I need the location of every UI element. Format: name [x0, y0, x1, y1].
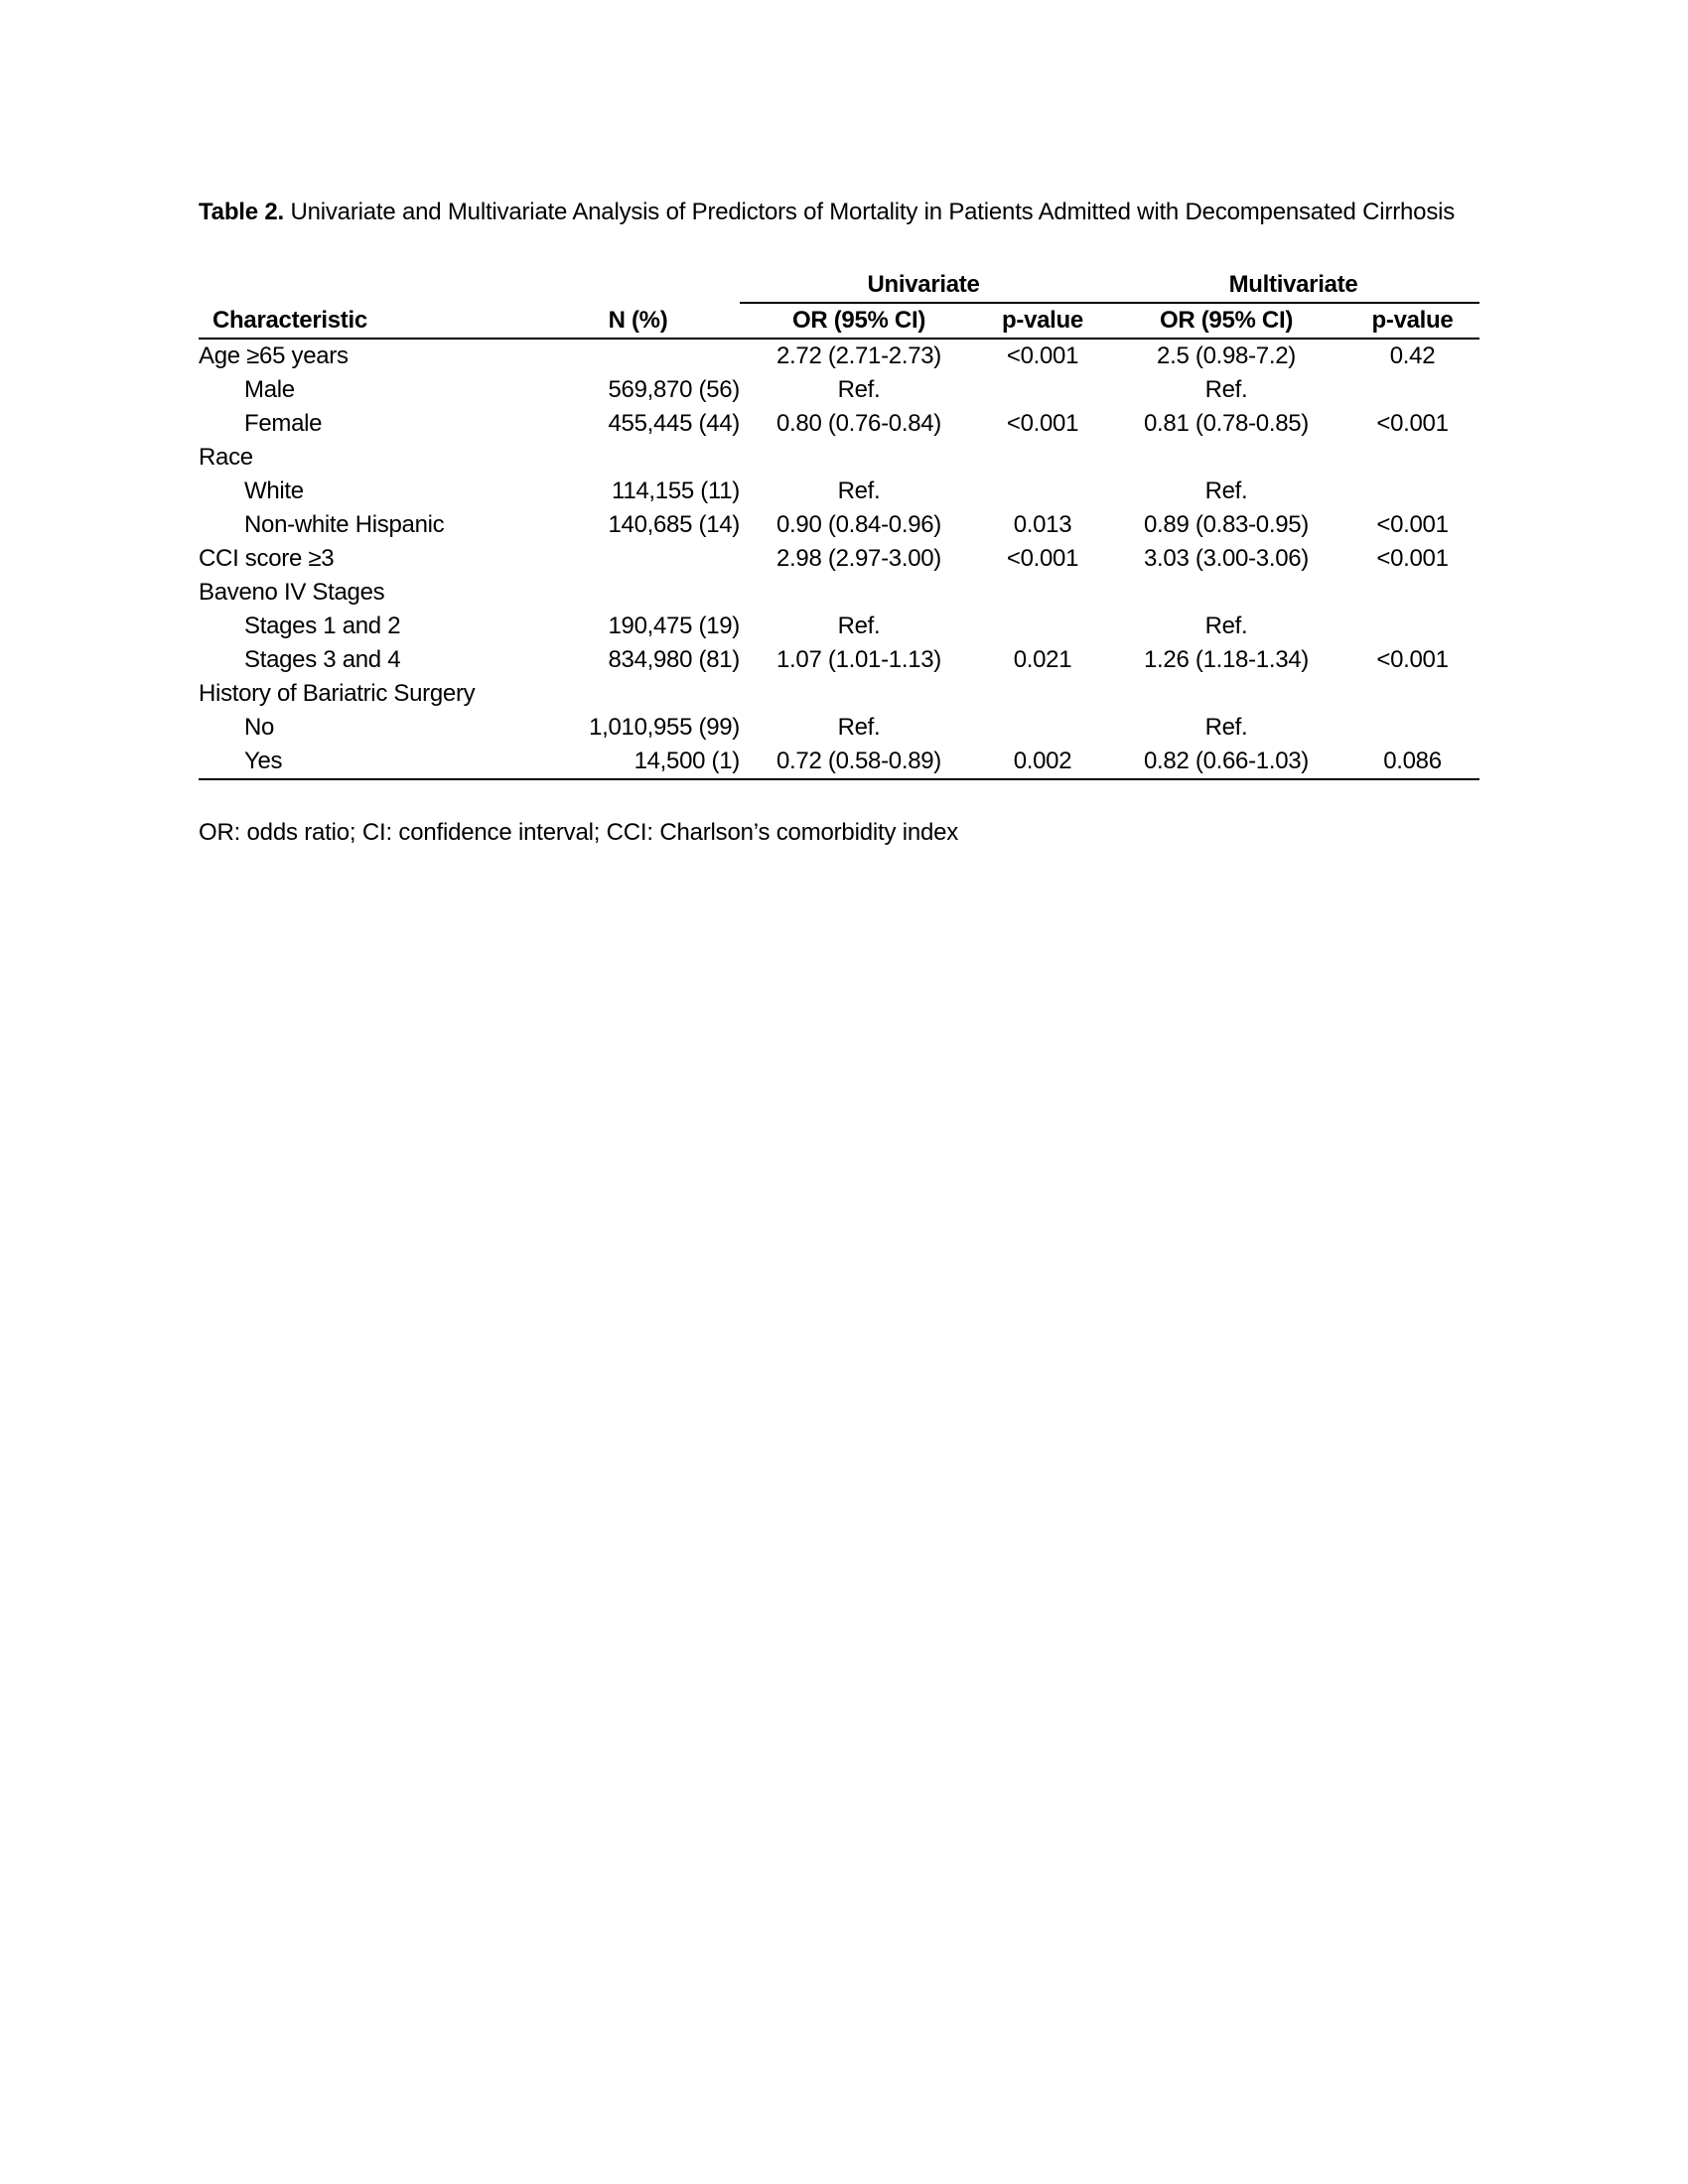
characteristic-cell: Race — [199, 444, 253, 471]
multivariate-or-cell: 0.82 (0.66-1.03) — [1107, 745, 1345, 779]
table-row — [199, 542, 1479, 576]
n-percent-cell: 834,980 (81) — [608, 646, 740, 673]
multivariate-or-cell: Ref. — [1204, 478, 1248, 504]
characteristic-cell: History of Bariatric Surgery — [199, 680, 476, 707]
table-footnote: OR: odds ratio; CI: confidence interval; CCI: Charlson’s comorbidity index — [199, 819, 959, 846]
table-caption-text: Univariate and Multivariate Analysis of Predictors of Mortality in Patients Admitted with Decompensated Cirrhosis — [284, 199, 1456, 225]
n-percent-cell — [516, 576, 740, 610]
table-row — [199, 711, 1479, 745]
multivariate-p-cell: 0.086 — [1345, 745, 1479, 779]
table-row — [199, 407, 1479, 441]
multivariate-p-cell — [1345, 711, 1479, 745]
characteristic-cell: Baveno IV Stages — [199, 579, 385, 606]
univariate-p-cell: 0.021 — [1013, 646, 1072, 673]
n-percent-cell: 569,870 (56) — [608, 376, 740, 403]
univariate-group-header: Univariate — [740, 268, 1107, 303]
univariate-or-cell: Ref. — [837, 478, 881, 504]
univariate-or-cell: 0.90 (0.84-0.96) — [776, 511, 941, 538]
table-row — [199, 745, 1479, 779]
multivariate-p-column-header: p-value — [1345, 303, 1479, 339]
n-percent-cell: 1,010,955 (99) — [589, 714, 740, 741]
univariate-p-cell: 0.013 — [1013, 511, 1072, 538]
univariate-or-cell: Ref. — [837, 376, 881, 403]
multivariate-p-cell — [1345, 576, 1479, 610]
n-percent-cell — [516, 542, 740, 576]
multivariate-p-cell — [1345, 373, 1479, 407]
multivariate-or-cell: Ref. — [1204, 613, 1248, 639]
characteristic-cell: Female — [244, 410, 323, 437]
univariate-p-cell — [978, 576, 1107, 610]
characteristic-cell: No — [244, 714, 275, 741]
n-percent-cell — [516, 339, 740, 373]
characteristic-cell: CCI score ≥3 — [199, 545, 335, 572]
table-row — [199, 339, 1479, 373]
univariate-p-cell: <0.001 — [1006, 342, 1079, 369]
characteristic-cell: White — [244, 478, 304, 504]
univariate-p-cell: <0.001 — [1006, 410, 1079, 437]
group-header-blank — [516, 268, 740, 303]
univariate-p-cell — [978, 475, 1107, 508]
characteristic-column-header: Characteristic — [199, 303, 516, 339]
group-header-blank — [199, 268, 516, 303]
multivariate-or-cell — [1107, 677, 1345, 711]
multivariate-p-cell — [1345, 441, 1479, 475]
table-caption — [199, 195, 1479, 230]
multivariate-p-cell: <0.001 — [1376, 511, 1449, 538]
multivariate-p-cell — [1345, 677, 1479, 711]
table-row — [199, 677, 1479, 711]
n-percent-cell: 114,155 (11) — [612, 478, 740, 504]
univariate-p-cell: 0.002 — [978, 745, 1107, 779]
multivariate-or-cell: 0.89 (0.83-0.95) — [1144, 511, 1309, 538]
n-percent-cell — [516, 677, 740, 711]
univariate-p-cell — [978, 610, 1107, 643]
table-caption-label: Table 2. — [199, 199, 284, 225]
univariate-or-cell — [740, 441, 978, 475]
multivariate-or-cell: Ref. — [1204, 376, 1248, 403]
multivariate-or-column-header: OR (95% CI) — [1107, 303, 1345, 339]
n-percent-cell: 14,500 (1) — [516, 745, 740, 779]
univariate-or-cell: 2.72 (2.71-2.73) — [776, 342, 941, 369]
characteristic-cell: Age ≥65 years — [199, 342, 349, 369]
characteristic-cell: Stages 3 and 4 — [244, 646, 401, 673]
table-body — [199, 339, 1479, 779]
multivariate-p-cell: <0.001 — [1376, 545, 1449, 572]
univariate-or-cell — [740, 677, 978, 711]
univariate-or-cell: Ref. — [837, 714, 881, 741]
multivariate-or-cell: 3.03 (3.00-3.06) — [1144, 545, 1309, 572]
table-row — [199, 441, 1479, 475]
univariate-or-cell: 2.98 (2.97-3.00) — [776, 545, 941, 572]
n-percent-cell — [516, 441, 740, 475]
results-table — [199, 268, 1479, 780]
univariate-p-cell — [978, 441, 1107, 475]
univariate-p-cell — [978, 373, 1107, 407]
group-header-row — [199, 268, 1479, 303]
table-row — [199, 508, 1479, 542]
multivariate-or-cell — [1107, 441, 1345, 475]
univariate-or-column-header: OR (95% CI) — [740, 303, 978, 339]
univariate-or-cell: 1.07 (1.01-1.13) — [776, 646, 941, 673]
table-row — [199, 576, 1479, 610]
characteristic-cell: Yes — [199, 745, 516, 779]
characteristic-cell: Non-white Hispanic — [244, 511, 445, 538]
multivariate-p-cell: <0.001 — [1376, 410, 1449, 437]
multivariate-p-cell — [1345, 610, 1479, 643]
multivariate-or-cell: 1.26 (1.18-1.34) — [1144, 646, 1309, 673]
characteristic-cell: Male — [244, 376, 295, 403]
multivariate-or-cell: 0.81 (0.78-0.85) — [1144, 410, 1309, 437]
table-row — [199, 610, 1479, 643]
n-percent-cell: 455,445 (44) — [608, 410, 740, 437]
multivariate-or-cell — [1107, 576, 1345, 610]
multivariate-group-header: Multivariate — [1107, 268, 1479, 303]
multivariate-or-cell: 2.5 (0.98-7.2) — [1157, 342, 1296, 369]
n-column-header: N (%) — [516, 303, 740, 339]
multivariate-p-cell: <0.001 — [1376, 646, 1449, 673]
table-row — [199, 475, 1479, 508]
univariate-p-cell — [978, 711, 1107, 745]
univariate-p-cell — [978, 677, 1107, 711]
univariate-or-cell — [740, 576, 978, 610]
univariate-or-cell: Ref. — [837, 613, 881, 639]
table-row — [199, 643, 1479, 677]
univariate-p-column-header: p-value — [978, 303, 1107, 339]
n-percent-cell: 140,685 (14) — [608, 511, 740, 538]
multivariate-p-cell — [1345, 475, 1479, 508]
multivariate-p-cell: 0.42 — [1389, 342, 1436, 369]
multivariate-or-cell: Ref. — [1204, 714, 1248, 741]
univariate-or-cell: 0.72 (0.58-0.89) — [740, 745, 978, 779]
univariate-or-cell: 0.80 (0.76-0.84) — [776, 410, 941, 437]
column-header-row — [199, 303, 1479, 339]
univariate-p-cell: <0.001 — [1006, 545, 1079, 572]
n-percent-cell: 190,475 (19) — [608, 613, 740, 639]
characteristic-cell: Stages 1 and 2 — [244, 613, 401, 639]
table-row — [199, 373, 1479, 407]
